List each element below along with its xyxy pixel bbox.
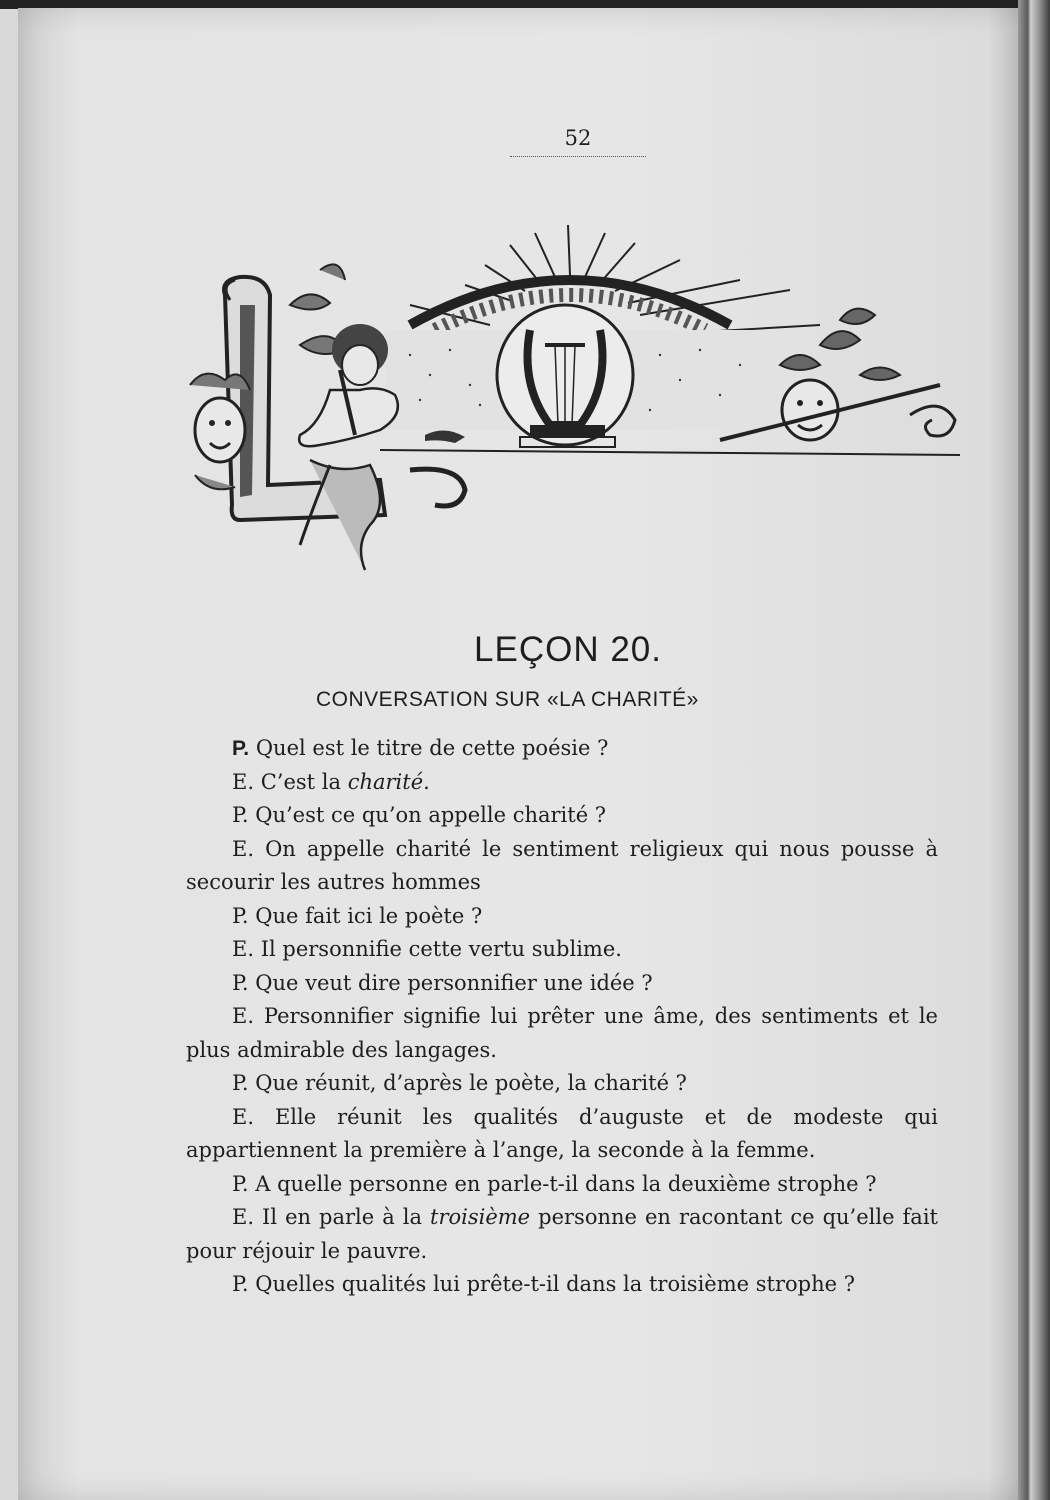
line-text: C’est la bbox=[260, 769, 348, 794]
lamp-icon bbox=[425, 430, 465, 443]
speaker-label: P. bbox=[232, 903, 249, 928]
dialogue-line bbox=[186, 1201, 938, 1268]
book-spine-edge bbox=[1018, 0, 1050, 1500]
speaker-label: P. bbox=[232, 737, 250, 760]
speaker-label: E. bbox=[232, 1004, 255, 1028]
lyre-icon bbox=[497, 305, 633, 447]
speaker-label: P. bbox=[232, 970, 249, 995]
speaker-label: P. bbox=[232, 1071, 249, 1095]
speaker-label: E. bbox=[232, 1205, 255, 1229]
lesson-title: LEÇON 20. bbox=[474, 630, 662, 669]
line-text-italic: charité bbox=[347, 769, 424, 794]
dialogue-line bbox=[186, 1168, 938, 1202]
line-text: Qu’est ce qu’on appelle charité ? bbox=[255, 803, 607, 827]
line-text: A quelle personne en parle-t-il dans la deuxième strophe ? bbox=[255, 1171, 877, 1196]
speaker-label: E. bbox=[232, 937, 255, 961]
line-text: Quelles qualités lui prête-t-il dans la troisième strophe ? bbox=[255, 1272, 855, 1296]
page-number: 52 bbox=[510, 126, 646, 157]
dialogue-line bbox=[186, 766, 938, 800]
dialogue-line bbox=[186, 1067, 938, 1101]
line-text: Il personnifie cette vertu sublime. bbox=[260, 937, 622, 961]
line-text-italic: troisième bbox=[430, 1205, 531, 1229]
dialogue-line bbox=[186, 900, 938, 934]
speaker-label: E. bbox=[232, 1104, 255, 1129]
speaker-label: E. bbox=[232, 769, 255, 794]
line-text: Que veut dire personnifier une idée ? bbox=[255, 970, 653, 995]
dialogue-line bbox=[186, 732, 938, 766]
lesson-subtitle: CONVERSATION SUR «LA CHARITÉ» bbox=[316, 688, 699, 711]
dialogue-text bbox=[186, 732, 938, 1302]
line-text: Que fait ici le poète ? bbox=[255, 903, 483, 928]
dialogue-line bbox=[186, 833, 938, 900]
speaker-label: E. bbox=[232, 836, 255, 861]
dialogue-line bbox=[186, 1000, 938, 1067]
headpiece-illustration bbox=[180, 225, 970, 580]
line-text: On appelle charité le sentiment religieux qui nous pousse à secourir les autres hommes bbox=[186, 836, 938, 894]
speaker-label: P. bbox=[232, 803, 249, 827]
dialogue-line bbox=[186, 1268, 938, 1302]
line-text: personne en racontant ce qu’elle fait pour réjouir le pauvre. bbox=[186, 1205, 938, 1263]
line-text: Personnifier signifie lui prêter une âme, des sentiments et le plus admirable des langages. bbox=[186, 1004, 938, 1062]
line-text: . bbox=[423, 769, 430, 794]
line-text: Elle réunit les qualités d’auguste et de modeste qui appartiennent la première à l’ange, la seconde à la femme. bbox=[186, 1104, 938, 1162]
tragedy-mask-right-icon bbox=[782, 380, 838, 440]
scroll-ornament-icon bbox=[910, 406, 955, 436]
dialogue-line bbox=[186, 967, 938, 1001]
dialogue-line bbox=[186, 933, 938, 967]
speaker-label: P. bbox=[232, 1171, 249, 1196]
faun-flute-player-icon bbox=[299, 324, 398, 570]
dialogue-line bbox=[186, 799, 938, 833]
line-text: Il en parle à la bbox=[262, 1205, 431, 1229]
dialogue-line bbox=[186, 1101, 938, 1168]
line-text: Quel est le titre de cette poésie ? bbox=[255, 736, 609, 760]
line-text: Que réunit, d’après le poète, la charité ? bbox=[255, 1071, 687, 1095]
speaker-label: P. bbox=[232, 1272, 249, 1296]
